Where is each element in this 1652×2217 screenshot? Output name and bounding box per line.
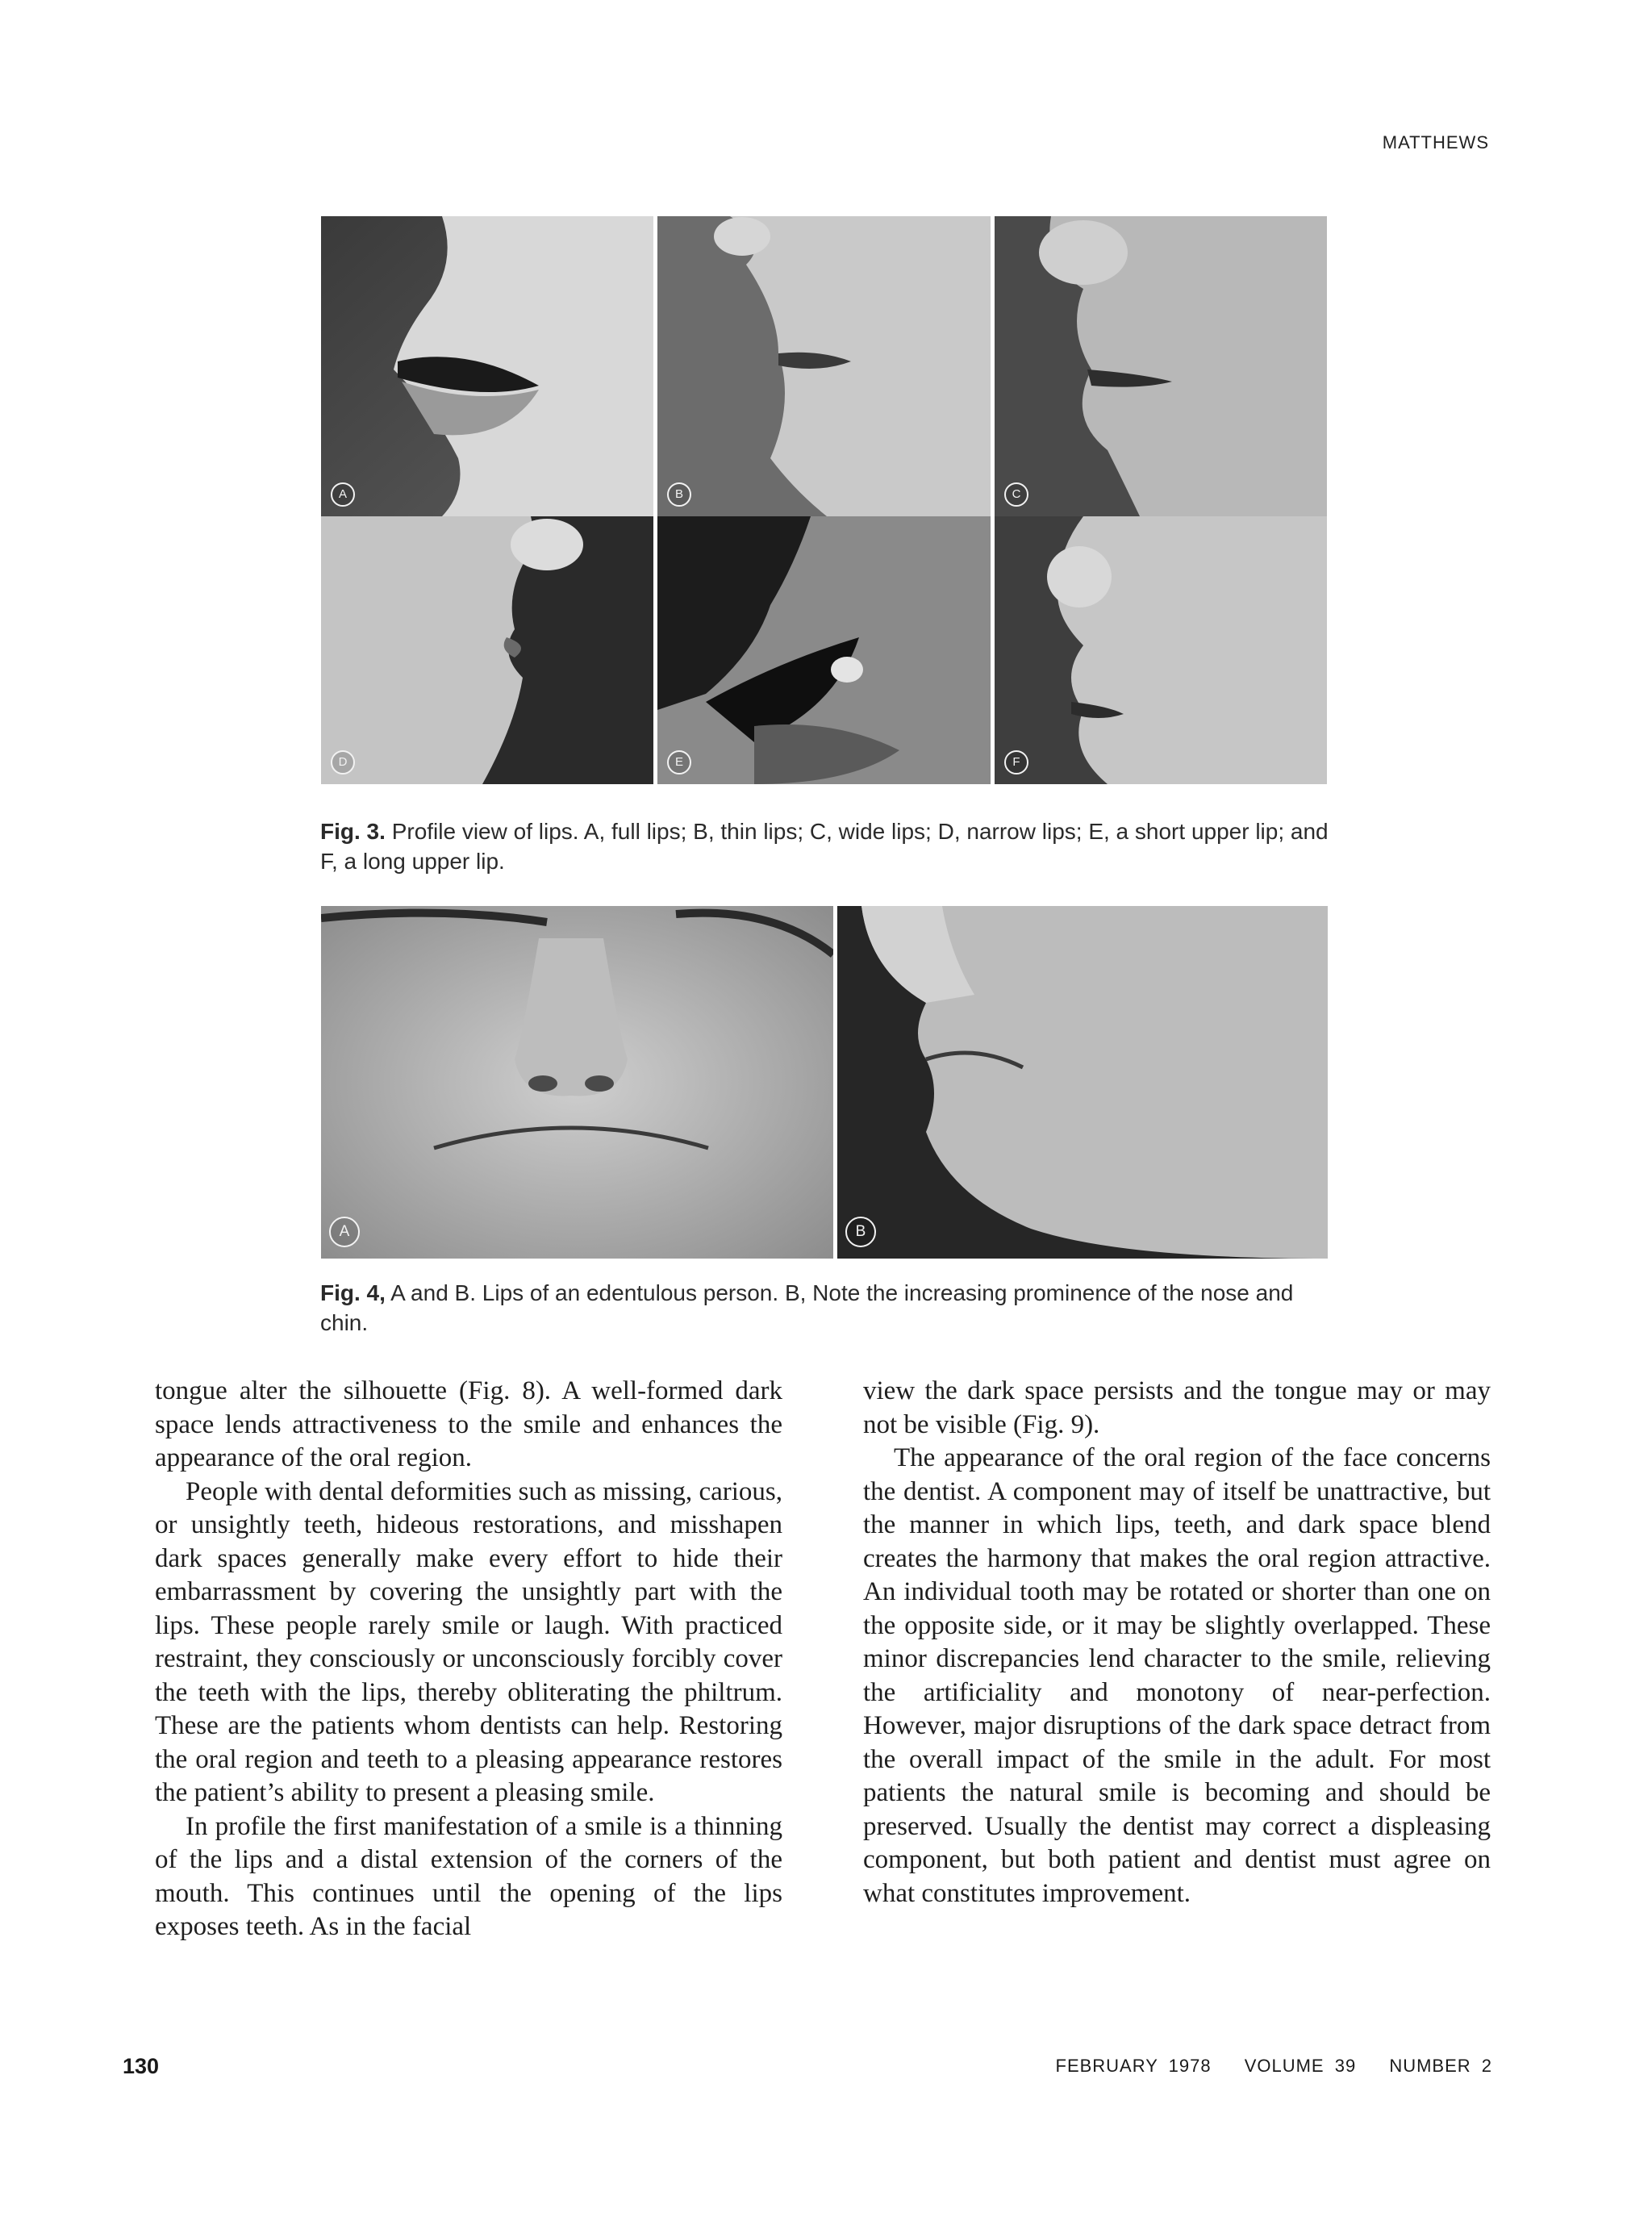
figure4-caption-label: Fig. 4, xyxy=(320,1280,386,1305)
figure3-panel-b-letter: B xyxy=(667,482,691,507)
figure3-panel-f-letter: F xyxy=(1004,750,1028,774)
issue-volume: VOLUME 39 xyxy=(1244,2056,1357,2076)
figure3-caption xyxy=(320,816,1329,876)
issue-number: NUMBER 2 xyxy=(1389,2056,1492,2076)
body-left-paragraph: People with dental deformities such as missing, carious, or unsightly teeth, hideous restorations, and misshapen dark spaces generally make every effort to hide their embarrassment by covering the unsightly part with the lips. These people rarely smile or laugh. With practiced restraint, they consciously or unconsciously forcibly cover the teeth with the lips, thereby obliterating the philtrum. These are the patients whom dentists can help. Restoring the oral region and teeth to a pleasing appearance restores the patient’s ability to present a pleasing smile. xyxy=(155,1476,782,1807)
figure3-panel-a-letter: A xyxy=(331,482,355,507)
figure4-caption xyxy=(320,1278,1337,1338)
running-head: MATTHEWS xyxy=(1382,132,1489,152)
figure3-panel-d xyxy=(321,516,653,784)
issue-date: FEBRUARY 1978 xyxy=(1055,2056,1212,2076)
figure3-panel-c-letter: C xyxy=(1004,482,1028,507)
figure3-caption-text: Profile view of lips. A, full lips; B, thin lips; C, wide lips; D, narrow lips; E, a short upper lip; and F, a long upper lip. xyxy=(320,819,1329,874)
figure3-panel-e xyxy=(657,516,991,784)
figure3-panel-d-letter: D xyxy=(331,750,355,774)
figure3-panel-c xyxy=(995,216,1327,516)
figure3-caption-label: Fig. 3. xyxy=(320,819,386,844)
body-right-paragraph: view the dark space persists and the tongue may or may not be visible (Fig. 9). xyxy=(863,1376,1491,1439)
figure3-panel-b xyxy=(657,216,991,516)
figure4-panel-a xyxy=(321,906,833,1259)
journal-issue-line xyxy=(1056,2056,1493,2077)
figure3-panel-f xyxy=(995,516,1327,784)
page-number: 130 xyxy=(123,2054,160,2078)
figure4-caption-text: A and B. Lips of an edentulous person. B, Note the increasing prominence of the nose and chin. xyxy=(320,1280,1294,1335)
figure3-panel-a xyxy=(321,216,653,516)
figure4-panel-b-letter: B xyxy=(845,1217,876,1247)
body-left-column xyxy=(155,1375,782,1944)
figure4-panel-a-letter: A xyxy=(329,1217,360,1247)
body-left-paragraph: In profile the first manifestation of a smile is a thinning of the lips and a distal extension of the corners of the mouth. This continues until the opening of the lips exposes teeth. As in the facial xyxy=(155,1811,782,1941)
figure4-panel-b xyxy=(837,906,1328,1259)
figure3-panel-e-letter: E xyxy=(667,750,691,774)
body-right-column xyxy=(863,1375,1491,1910)
body-right-paragraph: The appearance of the oral region of the face concerns the dentist. A component may of itself be unattractive, but the manner in which lips, teeth, and dark space blend creates the harmony that makes the oral region attractive. An individual tooth may be rotated or shorter than one on the opposite side, or it may be slightly overlapped. These minor discrepancies lend character to the smile, relieving the artificiality and monotony of near-perfection. However, major disruptions of the dark space detract from the overall impact of the smile in the adult. For most patients the natural smile is becoming and should be preserved. Usually the dentist may correct a displeasing component, but both patient and dentist must agree on what constitutes improvement. xyxy=(863,1443,1491,1908)
body-left-paragraph: tongue alter the silhouette (Fig. 8). A well-formed dark space lends attractiveness to the smile and enhances the appearance of the oral region. xyxy=(155,1376,782,1472)
